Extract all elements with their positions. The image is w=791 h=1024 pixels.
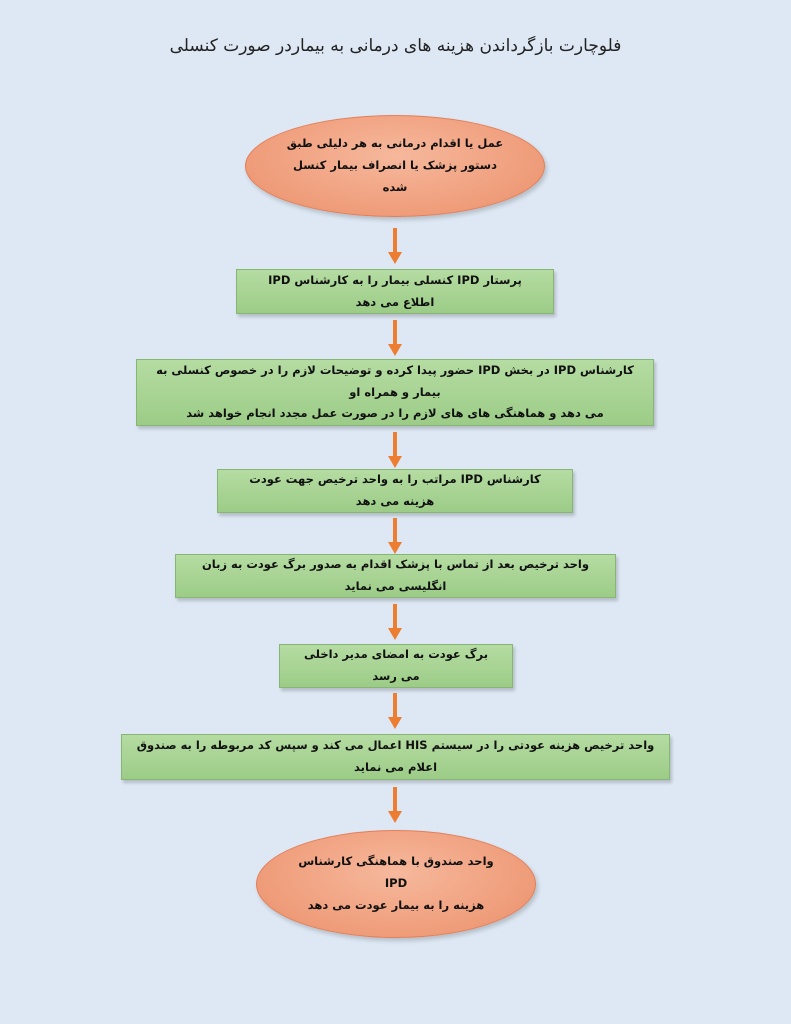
step-6-text: برگ عودت به امضای مدیر داخلی می رسد [303, 647, 489, 683]
arrow-down-icon [388, 518, 402, 554]
arrow-down-icon [388, 693, 402, 729]
step-4-text: کارشناس IPD مراتب را به واحد ترخیص جهت عودت هزینه می دهد [249, 472, 541, 508]
arrow-down-icon [388, 432, 402, 468]
step-box-notify-discharge [217, 469, 573, 513]
end-oval-line-2: هزینه را به بیمار عودت می دهد [307, 897, 485, 912]
start-oval-line-1: عمل یا اقدام درمانی به هر دلیلی طبق [286, 136, 504, 151]
start-oval [245, 115, 545, 217]
step-3-line-2: می دهد و هماهنگی های های لازم را در صورت عمل مجدد انجام خواهد شد [186, 406, 604, 421]
arrow-down-icon [388, 228, 402, 264]
step-2-text: پرستار IPD کنسلی بیمار را به کارشناس IPD اطلاع می دهد [268, 272, 522, 309]
step-box-nurse-notify [236, 269, 554, 314]
end-oval [256, 830, 536, 938]
end-oval-line-1: واحد صندوق با هماهنگی کارشناس IPD [298, 854, 494, 891]
step-box-refund-form [175, 554, 616, 598]
step-5-text: واحد ترخیص بعد از تماس با پزشک اقدام به صدور برگ عودت به زبان انگلیسی می نماید [201, 557, 590, 593]
flowchart-title: فلوچارت بازگرداندن هزینه های درمانی به بیماردر صورت کنسلی [169, 36, 622, 56]
start-oval-line-2: دستور پزشک یا انصراف بیمار کنسل شده [292, 158, 497, 194]
arrow-down-icon [388, 320, 402, 356]
step-7-text: واحد ترخیص هزینه عودتی را در سیستم HIS اعمال می کند و سپس کد مربوطه را به صندوق اعلام می نماید [136, 738, 655, 774]
step-3-line-1: کارشناس IPD در بخش IPD حضور پیدا کرده و توضیحات لازم را در خصوص کنسلی به بیمار و همراه او [156, 362, 634, 399]
arrow-down-icon [388, 787, 402, 823]
step-box-expert-explain [136, 359, 654, 426]
arrow-down-icon [388, 604, 402, 640]
step-box-his-entry [121, 734, 670, 780]
step-box-manager-sign [279, 644, 513, 688]
